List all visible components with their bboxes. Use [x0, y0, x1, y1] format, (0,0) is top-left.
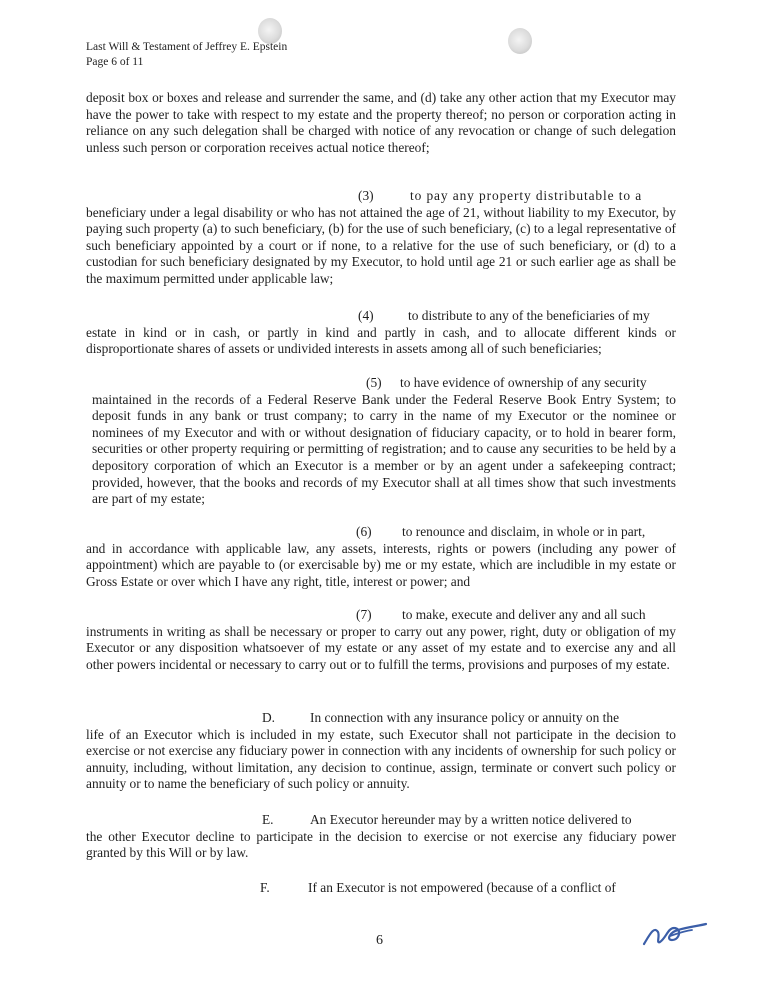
item-number: (6) [356, 524, 372, 539]
paragraph-text: estate in kind or in cash, or partly in kind and partly in cash, and to allocate different kinds or disproportionate shares of assets or undivided interests in assets among all of such beneficiaries; [86, 324, 676, 357]
section-letter: F. [260, 880, 270, 895]
lead-text: to have evidence of ownership of any security [400, 375, 647, 390]
section-letter: D. [262, 710, 276, 725]
paragraph-text: deposit box or boxes and release and surrender the same, and (d) take any other action that my Executor may have the power to take with respect to my estate and the property thereof; no person or corporation acting in reliance on any such delegation shall be charged with notice of any revocation or change of such delegation unless such person or corporation receives actual notice thereof; [86, 90, 676, 155]
header-title: Last Will & Testament of Jeffrey E. Epstein [86, 41, 288, 53]
punch-hole-right [508, 28, 532, 54]
header-page-count: Page 6 of 11 [86, 56, 144, 68]
paragraph-text: instruments in writing as shall be necessary or proper to carry out any power, right, duty or obligation of my Executor or any disposition whatsoever of my estate or any asset of my estate and to exercise any and all other powers incidental or necessary to carry out or to fulfill the terms, provisions and purposes of my estate. [86, 623, 676, 672]
paragraph-item-5 [92, 375, 676, 508]
section-letter: E. [262, 812, 274, 827]
paragraph-item-6 [86, 524, 676, 590]
paragraph-lead [86, 880, 676, 897]
paragraph-lead [86, 524, 676, 541]
lead-text: to distribute to any of the beneficiaries of my [408, 308, 650, 323]
item-number: (4) [358, 308, 374, 323]
paragraph-continuation [86, 90, 676, 156]
paragraph-section-f [86, 880, 676, 897]
lead-text: to make, execute and deliver any and all such [402, 607, 646, 622]
paragraph-text: and in accordance with applicable law, any assets, interests, rights or powers (including any power of appointment) which are payable to (or exercisable by) me or my estate, which are includible in my estate or Gross Estate or over which I have any right, title, interest or power; and [86, 540, 676, 589]
item-number: (5) [366, 375, 382, 390]
paragraph-lead [86, 812, 676, 829]
paragraph-text: life of an Executor which is included in my estate, such Executor shall not participate in the decision to exercise or not exercise any fiduciary power in connection with any incidents of ownership for such policy or annuity, including, without limitation, any decision to continue, assign, terminate or convert such policy or annuity or to name the beneficiary of such policy or annuity. [86, 726, 676, 792]
paragraph-text: maintained in the records of a Federal Reserve Bank under the Federal Reserve Book Entry System; to deposit funds in any bank or trust company; to carry in the name of my Executor or the nominee or nominees of my Executor and with or without designation of fiduciary capacity, or to hold in bearer form, securities or other property requiring or permitting of registration; and to cause any securities to be held by a depository corporation of which an Executor is a member or by an agent under a safekeeping contract; provided, however, that the books and records of my Executor shall at all times show that such investments are part of my estate; [92, 391, 676, 507]
paragraph-item-3 [86, 188, 676, 288]
page-header [86, 40, 287, 70]
lead-text: to pay any property distributable to a [410, 188, 643, 203]
paragraph-text: the other Executor decline to participate in the decision to exercise or not exercise any fiduciary power granted by this Will or by law. [86, 828, 676, 861]
lead-text: In connection with any insurance policy or annuity on the [310, 710, 620, 725]
page-number: 6 [376, 933, 383, 948]
lead-text: If an Executor is not empowered (because of a conflict of [308, 880, 616, 895]
paragraph-item-7 [86, 607, 676, 673]
paragraph-section-d [86, 710, 676, 793]
item-number: (7) [356, 607, 372, 622]
paragraph-lead [86, 710, 676, 727]
item-number: (3) [358, 188, 374, 203]
handwritten-initials [640, 916, 710, 950]
paragraph-item-4 [86, 308, 676, 358]
lead-text: to renounce and disclaim, in whole or in part, [402, 524, 646, 539]
paragraph-lead [86, 607, 676, 624]
paragraph-section-e [86, 812, 676, 862]
paragraph-lead [86, 308, 676, 325]
paragraph-text: beneficiary under a legal disability or who has not attained the age of 21, without liability to my Executor, by paying such property (a) to such beneficiary, (b) for the use of such beneficiary, (c) to a legal representative of such beneficiary appointed by a court or if none, to a relative for the use of such beneficiary, or (d) to a custodian for such beneficiary designated by my Executor, to hold until age 21 or such earlier age as shall be the maximum permitted under applicable law; [86, 204, 676, 286]
paragraph-lead [92, 375, 676, 392]
lead-text: An Executor hereunder may by a written notice delivered to [310, 812, 632, 827]
paragraph-lead [86, 188, 676, 205]
